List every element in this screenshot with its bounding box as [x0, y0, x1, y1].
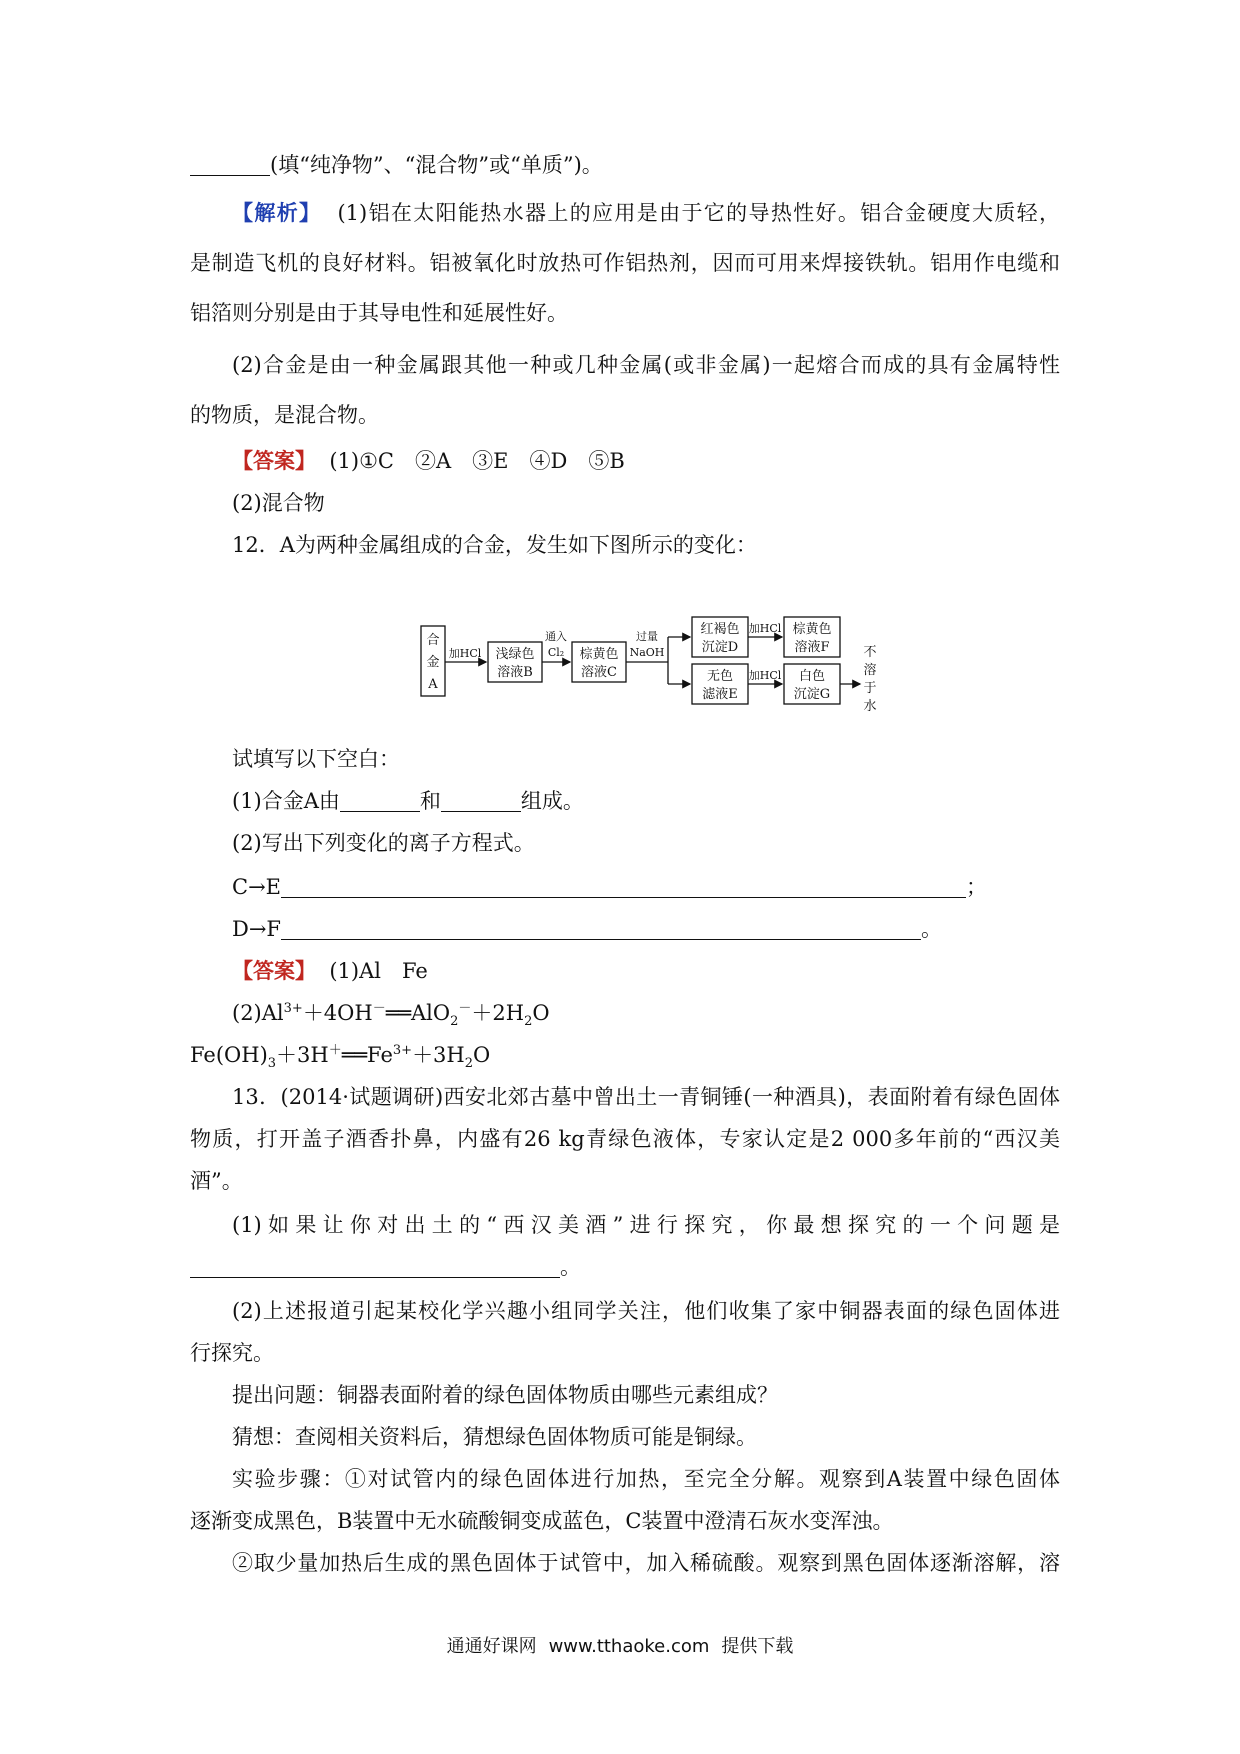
answer-blank	[190, 153, 270, 176]
answer-blank	[190, 1255, 560, 1278]
question-13-step-1: 实验步骤：①对试管内的绿色固体进行加热，至完全分解。观察到A装置中绿色固体	[232, 1467, 1060, 1491]
answer-blank	[281, 917, 921, 940]
arrow-2-label-bottom: Cl₂	[547, 646, 565, 659]
end-label: 于	[863, 681, 877, 696]
page-footer	[0, 1635, 1240, 1659]
analysis-paragraph-1: 【解析】 (1)铝在太阳能热水器上的应用是由于它的导热性好。铝合金硬度大质轻，	[232, 200, 1061, 225]
box-a-text: 合	[426, 633, 440, 648]
arrow-5-label: 加HCl	[748, 669, 782, 682]
box-d-text: 红褐色	[700, 622, 740, 637]
question-12-part-2: (2)写出下列变化的离子方程式。	[232, 831, 535, 855]
end-label: 不	[863, 645, 877, 660]
question-12-d-to-f: D→F 。	[232, 917, 943, 941]
arrow-1-label: 加HCl	[448, 647, 482, 660]
arrow-3-label-top: 过量	[636, 630, 658, 643]
question-13-line: 物质，打开盖子酒香扑鼻，内盛有26 kg青绿色液体，专家认定是2 000多年前的“西汉美	[190, 1127, 1060, 1151]
question-13-line: 酒”。	[190, 1169, 243, 1193]
box-f-text: 溶液F	[794, 640, 830, 655]
footer-note: 提供下载	[721, 1636, 794, 1657]
question-13-part-2: (2)上述报道引起某校化学兴趣小组同学关注，他们收集了家中铜器表面的绿色固体进	[232, 1299, 1060, 1323]
box-d-text: 沉淀D	[701, 640, 739, 655]
arrow-3-label-bottom: NaOH	[629, 646, 665, 659]
answer-blank	[281, 875, 966, 898]
analysis-line: 的物质，是混合物。	[190, 403, 379, 427]
question-13-hypothesis: 猜想：查阅相关资料后，猜想绿色固体物质可能是铜绿。	[232, 1425, 757, 1449]
question-12-prompt: 试填写以下空白：	[232, 747, 400, 771]
box-f-text: 棕黄色	[792, 622, 832, 637]
box-e-text: 滤液E	[702, 687, 738, 702]
answer-11-line-1: 【答案】 (1)①C ②A ③E ④D ⑤B	[232, 448, 625, 473]
fill-blank-line: (填“纯净物”、“混合物”或“单质”)。	[190, 150, 1060, 180]
question-13-line: 行探究。	[190, 1341, 274, 1365]
question-12-stem: 12．A为两种金属组成的合金，发生如下图所示的变化：	[232, 533, 757, 557]
question-13-step-2: ②取少量加热后生成的黑色固体于试管中，加入稀硫酸。观察到黑色固体逐渐溶解，溶	[232, 1551, 1060, 1575]
answer-blank	[340, 789, 420, 812]
answer-12-equation-1: $(2)Al^{3+}+4OH^-══AlO_2^-+2H_2O$	[232, 1001, 550, 1030]
answer-11-line-2: (2)混合物	[232, 491, 325, 515]
box-b-text: 溶液B	[497, 665, 533, 680]
box-c-text: 溶液C	[581, 665, 617, 680]
box-e-text: 无色	[706, 669, 734, 684]
arrow-2-label-top: 通入	[545, 630, 567, 643]
analysis-line: 铝箔则分别是由于其导电性和延展性好。	[190, 301, 568, 325]
box-g-text: 白色	[798, 669, 826, 684]
box-g-text: 沉淀G	[793, 687, 831, 702]
question-13-part-1-blank: 。	[190, 1252, 1060, 1282]
question-12-c-to-e: C→E ；	[232, 875, 987, 899]
reaction-flow-diagram	[420, 616, 880, 728]
question-13-line: 13．(2014·试题调研)西安北郊古墓中曾出土一青铜锤(一种酒具)，表面附着有绿色固体	[232, 1085, 1060, 1109]
question-13-part-1: (1)如果让你对出土的“西汉美酒”进行探究，你最想探究的一个问题是	[232, 1213, 1060, 1237]
answer-12-equation-2: $Fe(OH)_3+3H^+══Fe^{3+}+3H_2O$	[190, 1043, 491, 1072]
answer-12-line-1: 【答案】 (1)Al Fe	[232, 958, 428, 983]
question-13-problem: 提出问题：铜器表面附着的绿色固体物质由哪些元素组成？	[232, 1383, 778, 1407]
box-a-text: A	[428, 677, 438, 692]
end-label: 水	[863, 699, 877, 714]
footer-url[interactable]: www.tthaoke.com	[548, 1636, 710, 1657]
arrow-4-label: 加HCl	[748, 622, 782, 635]
answer-tag: 【答案】	[232, 448, 316, 473]
question-13-line: 逐渐变成黑色，B装置中无水硫酸铜变成蓝色，C装置中澄清石灰水变浑浊。	[190, 1509, 894, 1533]
analysis-tag: 【解析】	[232, 200, 322, 225]
answer-tag: 【答案】	[232, 958, 316, 983]
box-c-text: 棕黄色	[579, 647, 619, 662]
analysis-line: 是制造飞机的良好材料。铝被氧化时放热可作铝热剂，因而可用来焊接铁轨。铝用作电缆和	[190, 251, 1060, 275]
question-12-part-1: (1)合金A由 和 组成。	[232, 789, 584, 813]
end-label: 溶	[863, 663, 877, 678]
analysis-paragraph-2: (2)合金是由一种金属跟其他一种或几种金属(或非金属)一起熔合而成的具有金属特性	[232, 353, 1060, 377]
footer-site-name: 通通好课网	[446, 1636, 537, 1657]
box-a-text: 金	[426, 655, 440, 670]
answer-blank	[441, 789, 521, 812]
box-b-text: 浅绿色	[495, 647, 535, 662]
